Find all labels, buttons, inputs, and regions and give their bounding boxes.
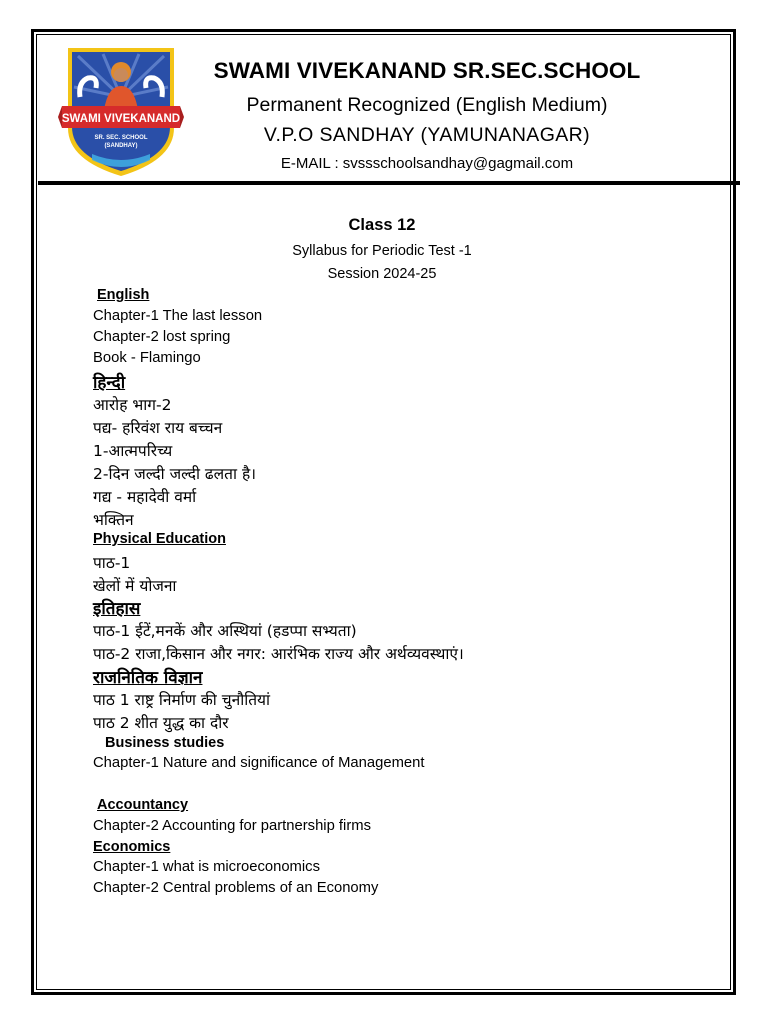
school-name: SWAMI VIVEKANAND SR.SEC.SCHOOL bbox=[213, 58, 641, 83]
session-text: Session 2024-25 bbox=[327, 266, 437, 282]
logo-sub-text-1: SR. SEC. SCHOOL bbox=[94, 135, 148, 141]
english-line-3: Book - Flamingo bbox=[93, 350, 201, 366]
political-science-line-2: पाठ 2 शीत युद्ध का दौर bbox=[93, 714, 229, 732]
school-email: E-MAIL : svssschoolsandhay@gagmail.com bbox=[280, 155, 574, 172]
accountancy-heading: Accountancy bbox=[97, 797, 189, 813]
logo-banner-text: SWAMI VIVEKANAND bbox=[61, 113, 181, 125]
hindi-line-6: भक्तिन bbox=[93, 511, 134, 529]
english-line-2: Chapter-2 lost spring bbox=[93, 329, 231, 345]
english-heading: English bbox=[97, 287, 150, 303]
economics-line-2: Chapter-2 Central problems of an Economy bbox=[93, 880, 379, 896]
english-line-1: Chapter-1 The last lesson bbox=[93, 308, 263, 324]
hindi-line-2: पद्य- हरिवंश राय बच्चन bbox=[93, 419, 223, 437]
hindi-line-1: आरोह भाग-2 bbox=[93, 396, 172, 414]
header-divider bbox=[38, 181, 740, 185]
logo-sub-text-2: (SANDHAY) bbox=[104, 143, 138, 149]
accountancy-line-1: Chapter-2 Accounting for partnership firms bbox=[93, 818, 371, 834]
political-science-heading: राजनितिक विज्ञान bbox=[93, 668, 203, 688]
class-title: Class 12 bbox=[348, 216, 416, 234]
physical-education-line-2: खेलों में योजना bbox=[93, 577, 177, 595]
history-heading: इतिहास bbox=[93, 599, 141, 619]
test-title: Syllabus for Periodic Test -1 bbox=[292, 243, 472, 259]
hindi-line-4: 2-दिन जल्दी जल्दी ढलता है। bbox=[93, 465, 257, 483]
economics-heading: Economics bbox=[93, 839, 171, 855]
business-studies-line-1: Chapter-1 Nature and significance of Management bbox=[93, 755, 425, 771]
political-science-line-1: पाठ 1 राष्ट्र निर्माण की चुनौतियां bbox=[93, 691, 271, 709]
physical-education-line-1: पाठ-1 bbox=[93, 554, 131, 572]
school-address: V.P.O SANDHAY (YAMUNANAGAR) bbox=[263, 124, 591, 146]
hindi-heading: हिन्दी bbox=[93, 373, 126, 393]
business-studies-heading: Business studies bbox=[105, 735, 225, 751]
physical-education-heading: Physical Education bbox=[93, 531, 226, 547]
school-recognition: Permanent Recognized (English Medium) bbox=[246, 94, 608, 116]
school-logo bbox=[58, 42, 184, 178]
history-line-2: पाठ-2 राजा,किसान और नगर: आरंभिक राज्य और अर्थव्यवस्थाएं। bbox=[93, 645, 464, 663]
hindi-line-3: 1-आत्मपरिच्य bbox=[93, 442, 173, 460]
hindi-line-5: गद्य - महादेवी वर्मा bbox=[93, 488, 197, 506]
history-line-1: पाठ-1 ईटें,मनकें और अस्थियां (हडप्पा सभ्यता) bbox=[93, 622, 357, 640]
economics-line-1: Chapter-1 what is microeconomics bbox=[93, 859, 320, 875]
